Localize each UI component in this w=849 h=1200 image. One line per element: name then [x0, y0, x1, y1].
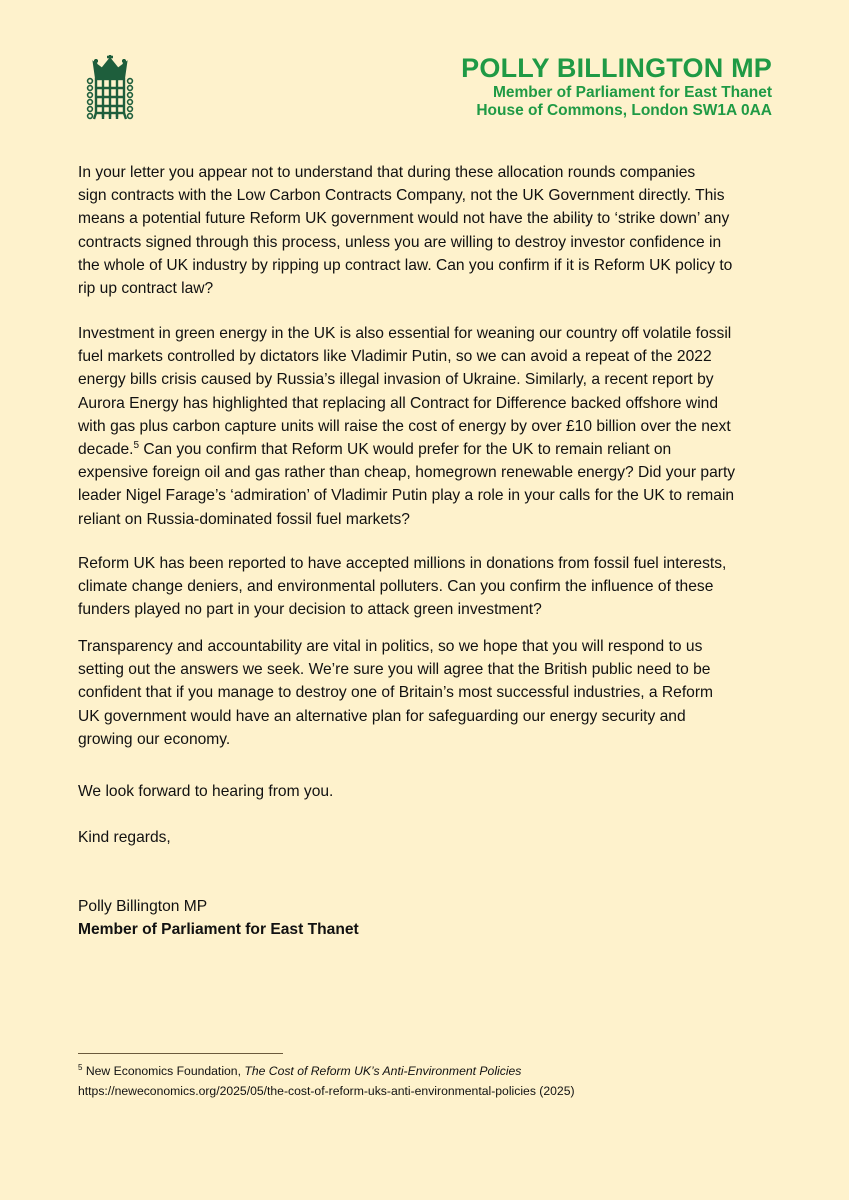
- line-text: the whole of UK industry by ripping up contract law. Can you confirm if it is Reform UK policy to: [78, 256, 733, 274]
- line-text: reliant on Russia-dominated fossil fuel markets?: [78, 510, 410, 528]
- body-paragraph: [78, 635, 713, 751]
- signature-title: Member of Parliament for East Thanet: [78, 921, 359, 939]
- line-text: Investment in green energy in the UK is also essential for weaning our country off volatile fossil: [78, 325, 732, 342]
- line-text: In your letter you appear not to understand that during these allocation rounds companies: [78, 164, 696, 181]
- line-text: Transparency and accountability are vital in politics, so we hope that you will respond to us: [78, 638, 703, 655]
- constituency-line: Member of Parliament for East Thanet: [492, 84, 772, 101]
- signature-name: Polly Billington MP: [78, 898, 208, 915]
- line-text: energy bills crisis caused by Russia’s illegal invasion of Ukraine. Similarly, a recent report by: [78, 371, 714, 389]
- body-paragraph: [78, 552, 726, 622]
- text-line: [78, 658, 713, 681]
- mp-name-heading: POLLY BILLINGTON MP: [461, 53, 772, 83]
- line-text: UK government would have an alternative plan for safeguarding our energy security and: [78, 707, 686, 725]
- text-line: [78, 254, 732, 277]
- line-text: funders played no part in your decision to attack green investment?: [78, 601, 542, 619]
- text-line: [78, 438, 735, 461]
- address-line: House of Commons, London SW1A 0AA: [476, 102, 772, 119]
- text-line: [78, 484, 735, 507]
- text-line: [78, 575, 726, 598]
- line-text: Kind regards,: [78, 829, 171, 846]
- line-text: contracts signed through this process, unless you are willing to destroy investor confidence in: [78, 233, 722, 251]
- text-line: [78, 392, 735, 415]
- footnote-number: 5: [78, 1063, 83, 1072]
- line-text: confident that if you manage to destroy one of Britain’s most successful industries, a Reform: [78, 684, 714, 702]
- line-text: Can you confirm that Reform UK would prefer for the UK to remain reliant on: [139, 441, 672, 459]
- text-line: [78, 184, 732, 207]
- text-line: [78, 345, 735, 368]
- text-line: [78, 705, 713, 728]
- portcullis-icon: [84, 55, 136, 121]
- footnote-title: The Cost of Reform UK’s Anti-Environment Policies: [244, 1064, 522, 1078]
- line-text: Aurora Energy has highlighted that replacing all Contract for Difference backed offshore wind: [78, 394, 719, 412]
- text-line: [78, 780, 333, 803]
- line-text: leader Nigel Farage’s ‘admiration’ of Vladimir Putin play a role in your calls for the UK to remain: [78, 487, 735, 505]
- footnote-divider: [78, 1053, 283, 1054]
- line-text: growing our economy.: [78, 730, 231, 748]
- line-text: decade.: [78, 441, 134, 459]
- line-text: climate change deniers, and environmental polluters. Can you confirm the influence of these: [78, 578, 714, 596]
- text-line: [78, 322, 735, 345]
- body-paragraph: [78, 780, 333, 803]
- line-text: We look forward to hearing from you.: [78, 783, 334, 800]
- line-text: sign contracts with the Low Carbon Contracts Company, not the UK Government directly. This: [78, 187, 725, 205]
- line-text: means a potential future Reform UK government would not have the ability to ‘strike down’ any: [78, 210, 730, 228]
- signature-block: [78, 895, 359, 941]
- text-line: [78, 415, 735, 438]
- text-line: [78, 508, 735, 531]
- body-paragraph: [78, 161, 732, 300]
- text-line: [78, 207, 732, 230]
- text-line: [78, 368, 735, 391]
- line-text: Reform UK has been reported to have accepted millions in donations from fossil fuel interests,: [78, 555, 727, 572]
- text-line: [78, 277, 732, 300]
- text-line: [78, 826, 171, 849]
- footnote-reference: 5: [133, 440, 140, 452]
- text-line: [78, 598, 726, 621]
- text-line: [78, 161, 732, 184]
- text-line: [78, 635, 713, 658]
- text-line: [78, 231, 732, 254]
- body-paragraph: [78, 826, 171, 849]
- body-paragraph: [78, 322, 735, 531]
- text-line: [78, 461, 735, 484]
- line-text: fuel markets controlled by dictators like Vladimir Putin, so we can avoid a repeat of the 2022: [78, 348, 712, 366]
- line-text: setting out the answers we seek. We’re sure you will agree that the British public need to be: [78, 661, 711, 679]
- footnote-url: https://neweconomics.org/2025/05/the-cost-of-reform-uks-anti-environmental-policies (2025): [78, 1084, 575, 1098]
- footnote: [78, 1061, 575, 1101]
- line-text: expensive foreign oil and gas rather than cheap, homegrown renewable energy? Did your party: [78, 464, 736, 482]
- line-text: with gas plus carbon capture units will raise the cost of energy by over £10 billion over the next: [78, 417, 731, 435]
- text-line: [78, 681, 713, 704]
- line-text: rip up contract law?: [78, 280, 214, 298]
- text-line: [78, 552, 726, 575]
- text-line: [78, 728, 713, 751]
- footnote-source: New Economics Foundation,: [85, 1064, 241, 1078]
